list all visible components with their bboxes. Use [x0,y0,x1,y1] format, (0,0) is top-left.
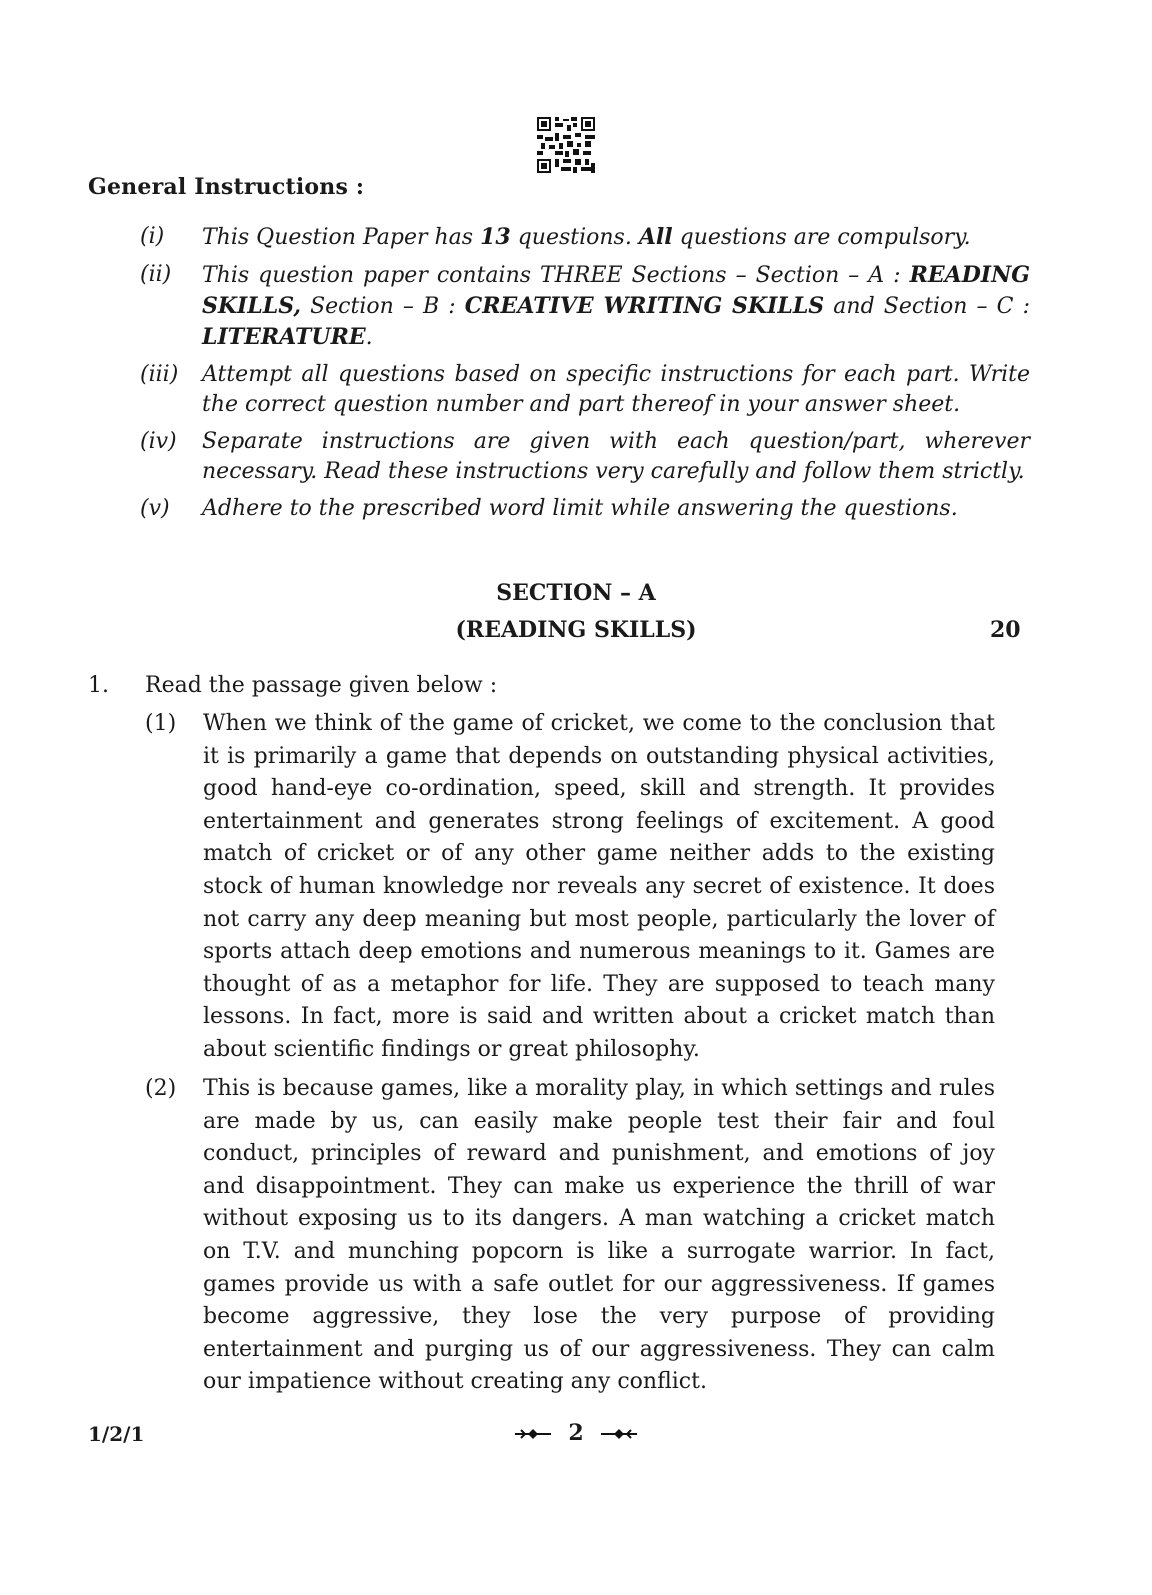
passage-paragraph [145,708,995,1067]
section-marks: 20 [990,617,1021,643]
section-title: SECTION – A [496,580,656,606]
instruction-item [140,360,1030,420]
paragraph-number: (1) [145,711,177,736]
instruction-text: This Question Paper has 13 questions. All questions are compulsory. [202,224,971,250]
instruction-text: This question paper contains THREE Sections – Section – A : READING SKILLS, Section – B : CREATIVE WRITING SKILLS and Section – C : LITERATURE. [202,262,1030,350]
instruction-item [140,494,1030,524]
instruction-item [140,260,1030,353]
qr-code-icon [537,117,595,173]
instructions-list [140,222,1030,531]
page-number: 2 [568,1420,584,1446]
instruction-item [140,427,1030,487]
ornament-right-icon [599,1427,639,1441]
instruction-number: (ii) [140,262,172,287]
instruction-item [140,222,1030,253]
instruction-number: (iii) [140,362,179,387]
paper-code: 1/2/1 [88,1422,145,1446]
question-number: 1. [88,673,109,698]
paragraph-text: When we think of the game of cricket, we come to the conclusion that it is primarily a game that depends on outstanding physical activities, good hand-eye co-ordination, speed, skill and strength. It provides entertainment and generates strong feelings of excitement. A good match of cricket or of any other game neither adds to the existing stock of human knowledge nor reveals any secret of existence. It does not carry any deep meaning but most people, particularly the lover of sports attach deep emotions and numerous meanings to it. Games are thought of as a metaphor for life. They are supposed to teach many lessons. In fact, more is said and written about a cricket match than about scientific findings or great philosophy. [203,711,995,1062]
instruction-text: Attempt all questions based on specific instructions for each part. Write the correct question number and part thereof in your answer sheet. [202,362,1030,417]
instruction-number: (i) [140,224,165,249]
section-subtitle: (READING SKILLS) [455,617,697,643]
page-number-footer [0,1420,1152,1446]
instruction-number: (iv) [140,429,177,454]
question-text: Read the passage given below : [145,673,498,698]
ornament-left-icon [513,1427,553,1441]
passage-paragraph [145,1073,995,1399]
instruction-text: Adhere to the prescribed word limit while answering the questions. [202,496,958,521]
general-instructions-title: General Instructions : [88,174,365,200]
paragraph-text: This is because games, like a morality play, in which settings and rules are made by us, can easily make people test their fair and foul conduct, principles of reward and punishment, and emotions of joy and disappointment. They can make us experience the thrill of war without exposing us to its dangers. A man watching a cricket match on T.V. and munching popcorn is like a surrogate warrior. In fact, games provide us with a safe outlet for our aggressiveness. If games become aggressive, they lose the very purpose of providing entertainment and purging us of our aggressiveness. They can calm our impatience without creating any conflict. [203,1076,995,1395]
paragraph-number: (2) [145,1076,177,1101]
instruction-number: (v) [140,496,170,521]
instruction-text: Separate instructions are given with each question/part, wherever necessary. Read these instructions very carefully and follow them strictly. [202,429,1030,484]
